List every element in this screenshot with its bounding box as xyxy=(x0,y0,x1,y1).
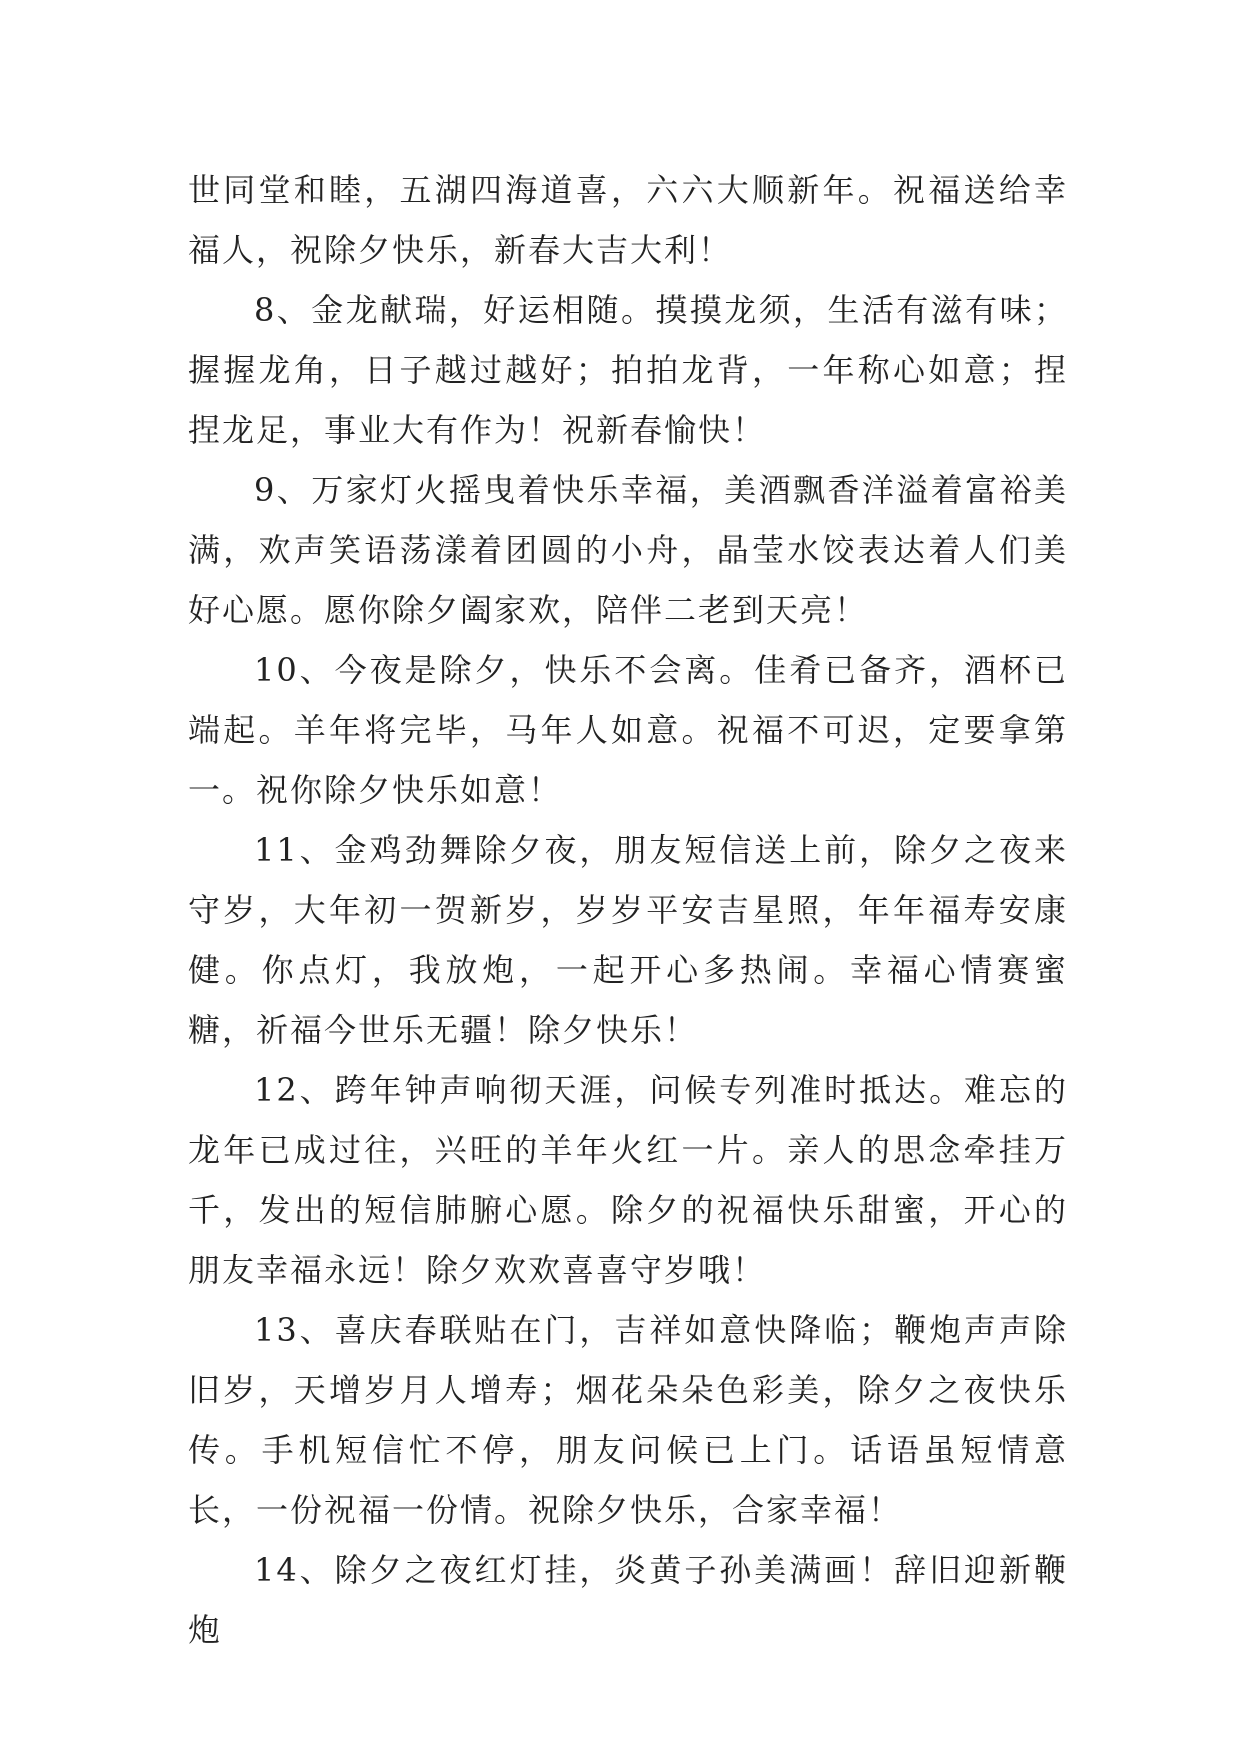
paragraph-item-9: 9、万家灯火摇曳着快乐幸福，美酒飘香洋溢着富裕美满，欢声笑语荡漾着团圆的小舟，晶莹水饺表达着人们美好心愿。愿你除夕阖家欢，陪伴二老到天亮！ xyxy=(188,471,1068,629)
paragraph-item-11: 11、金鸡劲舞除夕夜，朋友短信送上前，除夕之夜来守岁，大年初一贺新岁，岁岁平安吉星照，年年福寿安康健。你点灯，我放炮，一起开心多热闹。幸福心情赛蜜糖，祈福今世乐无疆！除夕快乐！ xyxy=(188,831,1068,1049)
paragraph-item-13: 13、喜庆春联贴在门，吉祥如意快降临；鞭炮声声除旧岁，天增岁月人增寿；烟花朵朵色彩美，除夕之夜快乐传。手机短信忙不停，朋友问候已上门。话语虽短情意长，一份祝福一份情。祝除夕快乐，合家幸福！ xyxy=(188,1311,1068,1529)
paragraph-item-8: 8、金龙献瑞，好运相随。摸摸龙须，生活有滋有味；握握龙角，日子越过越好；拍拍龙背，一年称心如意；捏捏龙足，事业大有作为！祝新春愉快！ xyxy=(188,291,1068,449)
paragraph-continuation: 世同堂和睦，五湖四海道喜，六六大顺新年。祝福送给幸福人，祝除夕快乐，新春大吉大利！ xyxy=(188,171,1068,269)
paragraph-item-12: 12、跨年钟声响彻天涯，问候专列准时抵达。难忘的龙年已成过往，兴旺的羊年火红一片。亲人的思念牵挂万千，发出的短信肺腑心愿。除夕的祝福快乐甜蜜，开心的朋友幸福永远！除夕欢欢喜喜守岁哦！ xyxy=(188,1071,1068,1289)
document-body xyxy=(188,160,1068,1660)
paragraph-item-10: 10、今夜是除夕，快乐不会离。佳肴已备齐，酒杯已端起。羊年将完毕，马年人如意。祝福不可迟，定要拿第一。祝你除夕快乐如意！ xyxy=(188,651,1068,809)
paragraph-item-14: 14、除夕之夜红灯挂，炎黄子孙美满画！辞旧迎新鞭炮 xyxy=(188,1551,1068,1649)
